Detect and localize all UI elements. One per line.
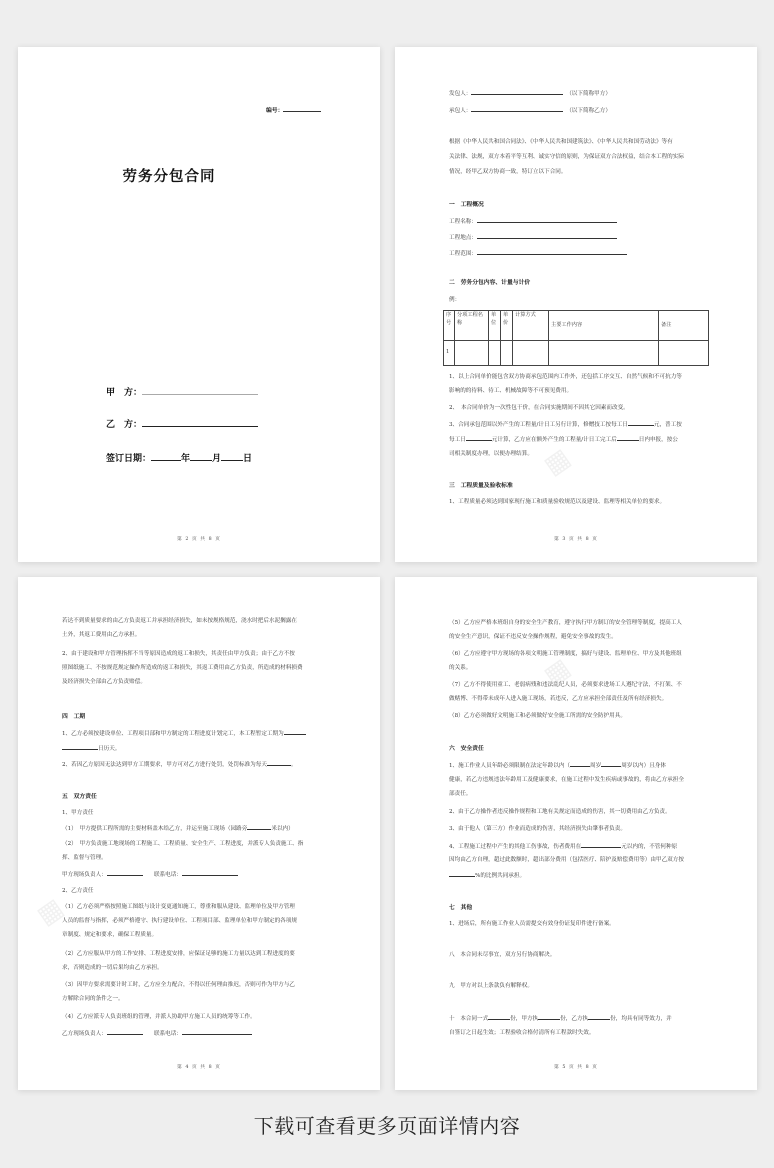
table-header-cell: 单价 (501, 311, 513, 341)
section-8: 八 本合同未尽事宜，双方另行协商解决。 (449, 952, 556, 958)
table-row (444, 341, 709, 366)
clause-2-1a: 1、以上合同单价能包含双方协商承包范围内工作外，还包括工序交互、自然气候和不可抗力等 (449, 374, 682, 380)
party-b-resp-1a: （1）乙方必须严格按照施工图纸与设计变更通知施工，尊重和服从建设、监理单位及甲方管理 (62, 904, 295, 910)
table-cell (659, 341, 709, 366)
clause-2-3c: 司相关制度办理，以便办理结算。 (449, 451, 533, 457)
section-6-heading: 六 安全责任 (449, 746, 484, 752)
section-10b: 自签订之日起生效；工程验收合格付清所有工程款时失效。 (449, 1030, 595, 1036)
intro-line-1: 根据《中华人民共和国合同法》、《中华人民共和国建筑法》、《中华人民共和国劳动法》等有 (449, 139, 673, 145)
table-header-cell: 分项工程名称 (455, 311, 489, 341)
page-2 (395, 47, 757, 562)
safety-clause-4c: %的比例共同承担。 (449, 871, 525, 880)
safety-clause-1c: 部责任。 (449, 791, 472, 797)
page-footer: 第 2 页 共 8 页 (177, 537, 221, 542)
quality-line: 照图纸施工、不按规范规定操作所造成的返工和损失，其返工费用由乙方负责，所造成的材料损费 (62, 665, 303, 671)
party-a-resp-2a: （2） 甲方负责施工地现场的工程施工、工程质量、安全生产、工程进度，并派专人负责施工、指 (62, 841, 304, 847)
party-b-resp-6a: （6）乙方应遵守甲方现场的各项文明施工管理制度，搞好与建设、监理单位、甲方及其他班组 (449, 651, 682, 657)
safety-clause-4a: 4、工程施工过程中产生的其他工伤事故，伤者费用在 元以内的，不管何种原 (449, 844, 678, 850)
other-clause-1: 1、进场后，所有施工作业人员需提交有效身份证复印件进行备案。 (449, 921, 615, 927)
party-b-resp-5b: 的安全生产意识，保证不违反安全操作规程，避免安全事故的发生。 (449, 634, 617, 640)
clause-2-3a: 3、合同承包范围以外产生的工程量/计日工另行计算，修赠技工按每工日 元，普工按 (449, 422, 682, 428)
party-a-field: 甲 方： (106, 385, 258, 398)
party-b-contact: 乙方现场负责人： 联系电话： (62, 1029, 252, 1038)
quality-line: 土外，其返工费用由乙方承担。 (62, 632, 141, 638)
project-scope-field: 工程范围： (449, 249, 627, 258)
table-cell (501, 341, 513, 366)
table-cell (513, 341, 549, 366)
quality-line: 2、由于建设和甲方管理指挥不当等原因造成的返工和损失，其责任由甲方负责；由于乙方不按 (62, 651, 295, 657)
clause-2-1b: 影响的的待料、待工、机械故障等不可预见费用。 (449, 388, 573, 394)
watermark: ▦ (538, 442, 576, 482)
intro-line-2: 关法律、法规，双方本着平等互利、诚实守信的原则，为保证双方合法权益，结合本工程的实际 (449, 154, 684, 160)
party-b-resp-7a: （7）乙方不得使用童工、老弱病残和违法乱纪人员，必须要求进场工人遵纪守法，不打架、不 (449, 682, 682, 688)
watermark: ▦ (31, 892, 69, 932)
safety-clause-2: 2、由于乙方操作者违反操作规程和工地有关规定而造成的伤害，其一切费用由乙方负责。 (449, 809, 671, 815)
section-3-heading: 三 工程质量及验收标准 (449, 483, 513, 489)
page-3 (18, 577, 380, 1090)
pricing-table (443, 310, 709, 366)
quality-line: 若达不到质量要求的由乙方负责返工并承担经济损失，如未按规格规范，浇水时把后水泥搁露在 (62, 618, 297, 624)
project-name-field: 工程名称： (449, 217, 617, 226)
document-title: 劳务分包合同 (122, 168, 216, 185)
example-label: 例： (449, 297, 461, 303)
section-7-heading: 七 其他 (449, 905, 473, 911)
clause-2-2: 2、 本合同单价为一次性包干价，在合同实施期间不因其它因素而改变。 (449, 405, 629, 411)
party-b-resp-1b: 人员的监督与指挥，必须严格遵守、执行建设单位、工程项目部、监理单位和甲方制定的各项规 (62, 918, 297, 924)
page-footer: 第 3 页 共 8 页 (554, 537, 598, 542)
table-header-cell: 主要工作内容 (549, 311, 659, 341)
party-a-contact: 甲方现场负责人： 联系电话： (62, 870, 238, 879)
party-b-resp-heading: 2、乙方责任 (62, 888, 94, 894)
section-10a: 十 本合同一式 份，甲方执 份，乙方执 份，均具有同等效力，并 (449, 1016, 672, 1022)
party-b-resp-3a: （3）因甲方要求需要计时工时，乙方应全力配合，不得以任何理由推迟，否则可作为甲方与乙 (62, 982, 295, 988)
contract-number: 编号： (266, 105, 321, 114)
party-a-resp-heading: 1、甲方责任 (62, 810, 94, 816)
table-header-cell: 计算方式 (513, 311, 549, 341)
party-b-resp-1c: 章制度、规定和要求，确保工程质量。 (62, 932, 158, 938)
intro-line-3: 情况，经甲乙双方协商一致，特订立以下合同。 (449, 169, 567, 175)
party-b-resp-7b: 做赌博、不得带未成年人进入施工现场，若违反，乙方应承担全部责任及所有经济损失。 (449, 696, 668, 702)
contractor-line: 发包人： （以下简称甲方） (449, 91, 611, 97)
safety-clause-1b: 健康，若乙方违规违法年龄用工及健康要求，在施工过程中发生疾病或事故的，将由乙方承担全 (449, 777, 684, 783)
page-4 (395, 577, 757, 1090)
page-cover (18, 47, 380, 562)
party-a-resp-1: （1） 甲方提供工程所需的主要材料盖木给乙方，并运至施工现场（园路旁 米以内） (62, 826, 294, 832)
section-4-heading: 四 工期 (62, 714, 86, 720)
party-b-resp-2b: 求，否则造成的一切后果均由乙方承担。 (62, 965, 163, 971)
schedule-clause-2: 2、若因乙方原因无法达到甲方工期要求，甲方可对乙方进行处罚，处罚标准为每天 。 (62, 762, 297, 768)
safety-clause-3: 3、由于他人（第三方）作业而造成的伤害，其经济损失由肇事者负责。 (449, 826, 626, 832)
page-footer: 第 4 页 共 8 页 (177, 1065, 221, 1070)
party-b-resp-3b: 方解除合同的条件之一。 (62, 996, 124, 1002)
quality-clause-1: 1、工程质量必须达到国家现行施工和质量验收规范以及建设、监理等相关单位的要求。 (449, 499, 666, 505)
table-header-cell: 备注 (659, 311, 709, 341)
section-5-heading: 五 双方责任 (62, 794, 97, 800)
party-a-resp-2b: 挥、监督与管理。 (62, 855, 107, 861)
table-header-row (444, 311, 709, 341)
table-cell (455, 341, 489, 366)
table-header-cell: 序号 (444, 311, 455, 341)
section-2-heading: 二 劳务分包内容、计量与计价 (449, 280, 531, 286)
safety-clause-1a: 1、施工作业人员年龄必须限制在法定年龄以内（ 周岁 周岁以内）且身体 (449, 763, 666, 769)
party-b-resp-8: （8）乙方必须做好文明施工和必须做好安全施工所需的安全防护用具。 (449, 713, 626, 719)
subcontractor-line: 承包人： （以下简称乙方） (449, 108, 611, 114)
table-header-cell: 单位 (489, 311, 501, 341)
project-site-field: 工程地点： (449, 233, 617, 242)
sign-date-field: 签订日期： 年 月 日 (106, 454, 253, 464)
watermark: ▦ (538, 652, 576, 692)
page-footer: 第 5 页 共 8 页 (554, 1065, 598, 1070)
table-cell (549, 341, 659, 366)
party-b-resp-2a: （2）乙方应服从甲方的工作安排、工程进度安排，应保证足够的施工力量以达到工程进度的要 (62, 951, 295, 957)
table-cell (489, 341, 501, 366)
party-b-field: 乙 方： (106, 417, 258, 430)
party-b-resp-4: （4）乙方应派专人负责班组的管理，并派人协助甲方施工人员的统筹等工作。 (62, 1014, 256, 1020)
party-b-resp-6b: 的关系。 (449, 665, 472, 671)
table-cell: 1 (444, 341, 455, 366)
safety-clause-4b: 因均由乙方自理，超过此数额时，超出部分费用（包括医疗、陪护及赔偿费用等）由甲乙双方按 (449, 857, 684, 863)
section-1-heading: 一 工程概况 (449, 202, 484, 208)
schedule-clause-1b: 日历天。 (62, 744, 120, 753)
section-9: 九 甲方对以上条款负有解释权。 (449, 983, 533, 989)
schedule-clause-1a: 1、乙方必须按建设单位、工程项目部和甲方制定的工程进度计划完工，本工程暂定工期为 (62, 729, 306, 738)
download-caption[interactable]: 下载可查看更多页面详情内容 (253, 1114, 521, 1138)
clause-2-3b: 每工日 元计算，乙方应在额外产生的工程量/计日工完工后 日内申报，按公 (449, 437, 678, 443)
party-b-resp-5a: （5）乙方应严格本班组自身的安全生产教育，遵守执行甲方制订的安全管理等制度，提高工人 (449, 620, 682, 626)
quality-line: 及经济损失全部由乙方负责赔偿。 (62, 679, 146, 685)
